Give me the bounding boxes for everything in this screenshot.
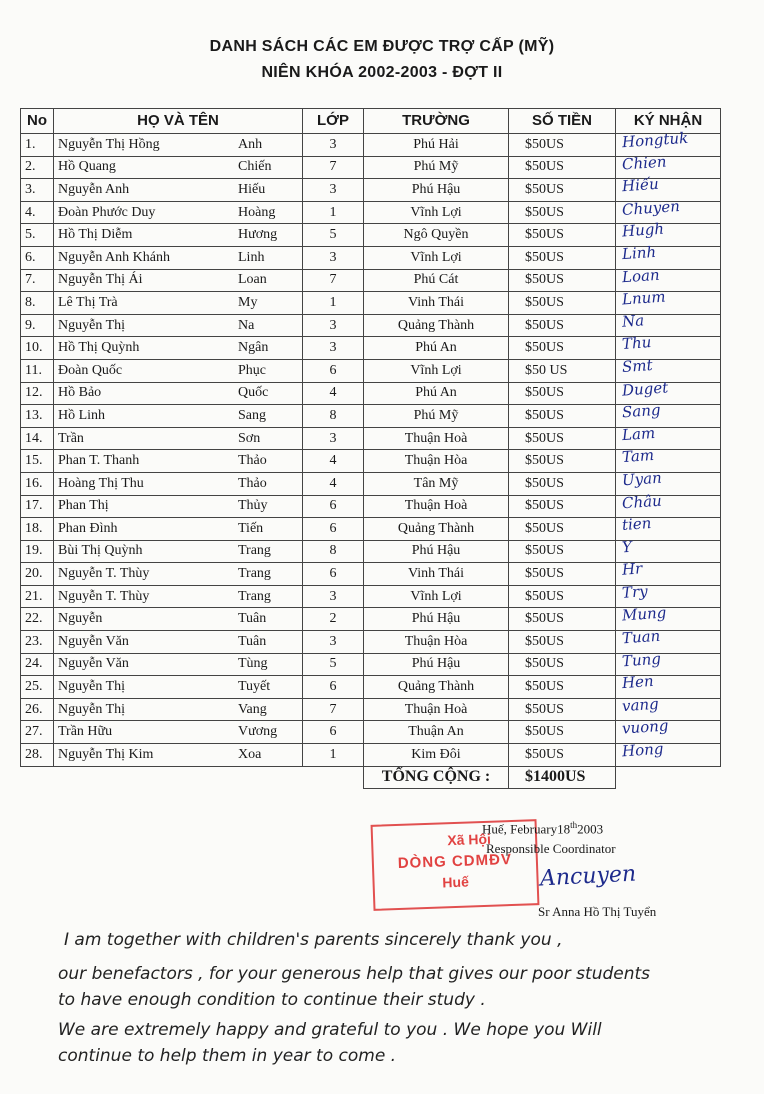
amount: $50US (509, 744, 616, 767)
amount: $50US (509, 337, 616, 360)
school: Ngô Quyền (364, 224, 509, 247)
table-row (21, 518, 721, 541)
school: Vinh Thái (364, 292, 509, 315)
grade: 3 (303, 246, 364, 269)
row-number: 9. (21, 314, 54, 337)
row-number: 18. (21, 518, 54, 541)
amount: $50US (509, 269, 616, 292)
header-no: No (21, 109, 54, 134)
school: Vinh Thái (364, 563, 509, 586)
school: Vĩnh Lợi (364, 359, 509, 382)
grade: 5 (303, 224, 364, 247)
student-name: Hoàng Thị Thu (54, 472, 235, 495)
student-name: Phan T. Thanh (54, 450, 235, 473)
school: Thuận Hòa (364, 450, 509, 473)
handwritten-signature: Try (621, 582, 649, 602)
student-name: Nguyễn Văn (54, 631, 235, 654)
handwritten-signature: Thu (621, 333, 652, 354)
school: Phú An (364, 337, 509, 360)
student-name: Hồ Bảo (54, 382, 235, 405)
row-number: 13. (21, 405, 54, 428)
student-given-name: Quốc (234, 382, 303, 405)
row-number: 10. (21, 337, 54, 360)
table-row (21, 156, 721, 179)
handwritten-signature: Chien (621, 152, 668, 174)
student-name: Nguyễn Thị (54, 314, 235, 337)
grade: 6 (303, 518, 364, 541)
student-given-name: Thảo (234, 450, 303, 473)
amount: $50US (509, 540, 616, 563)
table-row (21, 676, 721, 699)
thank-you-note-line: I am together with children's parents sincerely thank you , (64, 930, 563, 950)
amount: $50US (509, 450, 616, 473)
table-row (21, 246, 721, 269)
table-row (21, 269, 721, 292)
signer-role: Responsible Coordinator (486, 841, 616, 856)
amount: $50US (509, 698, 616, 721)
table-row (21, 744, 721, 767)
student-name: Hồ Thị Quỳnh (54, 337, 235, 360)
student-name: Hồ Quang (54, 156, 235, 179)
handwritten-signature: Lam (621, 423, 656, 444)
stamp-line-2: DÒNG CDMĐV (397, 851, 513, 872)
coordinator-signature: Ancuyen (539, 861, 637, 892)
table-row (21, 427, 721, 450)
amount: $50US (509, 292, 616, 315)
handwritten-signature: Hong (621, 739, 664, 761)
header-amount: SỐ TIỀN (509, 109, 616, 134)
grade: 6 (303, 676, 364, 699)
school: Thuận Hoà (364, 427, 509, 450)
amount: $50US (509, 585, 616, 608)
student-name: Hồ Thị Diễm (54, 224, 235, 247)
school: Phú Mỹ (364, 156, 509, 179)
amount: $50US (509, 134, 616, 157)
handwritten-signature: Smt (621, 355, 654, 376)
amount: $50US (509, 405, 616, 428)
handwritten-signature: Mung (621, 603, 667, 625)
total-amount: $1400US (509, 766, 616, 789)
student-given-name: Hương (234, 224, 303, 247)
student-name: Nguyễn Thị (54, 698, 235, 721)
row-number: 11. (21, 359, 54, 382)
handwritten-signature: Tuan (621, 626, 661, 648)
student-name: Nguyễn Anh (54, 179, 235, 202)
header-signature: KÝ NHẬN (616, 109, 721, 134)
table-row (21, 337, 721, 360)
row-number: 22. (21, 608, 54, 631)
student-given-name: Na (234, 314, 303, 337)
row-number: 15. (21, 450, 54, 473)
amount: $50US (509, 653, 616, 676)
stamp-line-3: Huế (442, 873, 470, 891)
school: Quảng Thành (364, 314, 509, 337)
row-number: 14. (21, 427, 54, 450)
grade: 4 (303, 472, 364, 495)
row-number: 23. (21, 631, 54, 654)
school: Vĩnh Lợi (364, 201, 509, 224)
school: Phú Hậu (364, 653, 509, 676)
student-given-name: Chiến (234, 156, 303, 179)
amount: $50US (509, 382, 616, 405)
student-given-name: Xoa (234, 744, 303, 767)
student-name: Đoàn Phước Duy (54, 201, 235, 224)
student-name: Đoàn Quốc (54, 359, 235, 382)
handwritten-signature: Châu (621, 491, 663, 512)
grade: 5 (303, 653, 364, 676)
student-given-name: Sơn (234, 427, 303, 450)
school: Tân Mỹ (364, 472, 509, 495)
amount: $50US (509, 721, 616, 744)
student-name: Phan Thị (54, 495, 235, 518)
handwritten-signature: Hr (621, 559, 643, 579)
student-name: Trần Hữu (54, 721, 235, 744)
handwritten-signature: Lnum (621, 287, 667, 309)
student-given-name: Vang (234, 698, 303, 721)
row-number: 4. (21, 201, 54, 224)
student-name: Nguyễn Anh Khánh (54, 246, 235, 269)
grade: 7 (303, 269, 364, 292)
table-row (21, 314, 721, 337)
amount: $50US (509, 495, 616, 518)
student-given-name: Loan (234, 269, 303, 292)
table-row (21, 653, 721, 676)
amount: $50US (509, 518, 616, 541)
handwritten-signature: Hen (621, 672, 655, 693)
table-row (21, 698, 721, 721)
school: Thuận An (364, 721, 509, 744)
student-name: Lê Thị Trà (54, 292, 235, 315)
grade: 3 (303, 134, 364, 157)
amount: $50US (509, 563, 616, 586)
table-row (21, 134, 721, 157)
table-header-row (21, 109, 721, 134)
row-number: 21. (21, 585, 54, 608)
grade: 2 (303, 608, 364, 631)
school: Phú Hậu (364, 608, 509, 631)
amount: $50 US (509, 359, 616, 382)
school: Thuận Hoà (364, 495, 509, 518)
row-number: 1. (21, 134, 54, 157)
handwritten-signature: vang (621, 694, 660, 716)
student-name: Nguyễn Thị Hồng (54, 134, 235, 157)
school: Phú Cát (364, 269, 509, 292)
grade: 3 (303, 337, 364, 360)
handwritten-signature: Hongtuk (621, 128, 689, 152)
header-name: HỌ VÀ TÊN (54, 109, 303, 134)
grade: 6 (303, 563, 364, 586)
signature-date: Huế, February18th2003 (482, 820, 604, 837)
row-number: 27. (21, 721, 54, 744)
total-label: TỔNG CỘNG : (364, 766, 509, 789)
student-given-name: Trang (234, 540, 303, 563)
table-row (21, 585, 721, 608)
table-row (21, 540, 721, 563)
student-given-name: Trang (234, 563, 303, 586)
grade: 7 (303, 156, 364, 179)
amount: $50US (509, 472, 616, 495)
student-given-name: Phục (234, 359, 303, 382)
student-given-name: Thảo (234, 472, 303, 495)
student-name: Hồ Linh (54, 405, 235, 428)
student-given-name: Vương (234, 721, 303, 744)
amount: $50US (509, 608, 616, 631)
student-given-name: Trang (234, 585, 303, 608)
table-row (21, 631, 721, 654)
student-name: Nguyễn T. Thùy (54, 563, 235, 586)
handwritten-signature: Uyan (621, 468, 663, 490)
school: Phú Hậu (364, 540, 509, 563)
student-name: Phan Đình (54, 518, 235, 541)
amount: $50US (509, 676, 616, 699)
handwritten-signature: Hiếu (621, 174, 660, 196)
row-number: 24. (21, 653, 54, 676)
row-number: 7. (21, 269, 54, 292)
grade: 3 (303, 631, 364, 654)
table-row (21, 608, 721, 631)
table-row (21, 359, 721, 382)
grade: 8 (303, 540, 364, 563)
handwritten-signature: Na (621, 311, 645, 331)
handwritten-signature: Tam (621, 446, 655, 467)
row-number: 19. (21, 540, 54, 563)
handwritten-signature: vuong (621, 716, 670, 739)
student-name: Nguyễn T. Thùy (54, 585, 235, 608)
student-given-name: Tiến (234, 518, 303, 541)
school: Quảng Thành (364, 676, 509, 699)
grade: 4 (303, 382, 364, 405)
row-number: 2. (21, 156, 54, 179)
row-number: 25. (21, 676, 54, 699)
table-row (21, 563, 721, 586)
table-row (21, 450, 721, 473)
student-given-name: Tuân (234, 608, 303, 631)
signer-name: Sr Anna Hồ Thị Tuyển (538, 904, 657, 919)
header-school: TRƯỜNG (364, 109, 509, 134)
amount: $50US (509, 427, 616, 450)
row-number: 28. (21, 744, 54, 767)
table-row (21, 179, 721, 202)
student-given-name: My (234, 292, 303, 315)
school: Vĩnh Lợi (364, 585, 509, 608)
signature-cell (616, 468, 721, 495)
table-row (21, 721, 721, 744)
signature-cell (616, 739, 721, 767)
school: Vĩnh Lợi (364, 246, 509, 269)
thank-you-note-line: We are extremely happy and grateful to you . We hope you Will (58, 1020, 602, 1040)
row-number: 17. (21, 495, 54, 518)
student-given-name: Linh (234, 246, 303, 269)
row-number: 12. (21, 382, 54, 405)
table-row (21, 224, 721, 247)
handwritten-signature: Chuyen (621, 196, 681, 219)
student-given-name: Sang (234, 405, 303, 428)
grade: 3 (303, 585, 364, 608)
handwritten-signature: Duget (621, 377, 669, 400)
school: Kim Đôi (364, 744, 509, 767)
grade: 8 (303, 405, 364, 428)
student-name: Trần (54, 427, 235, 450)
student-name: Nguyễn Văn (54, 653, 235, 676)
total-row (21, 766, 721, 789)
amount: $50US (509, 156, 616, 179)
student-given-name: Ngân (234, 337, 303, 360)
table-row (21, 201, 721, 224)
school: Thuận Hòa (364, 631, 509, 654)
grade: 3 (303, 314, 364, 337)
thank-you-note-line: to have enough condition to continue their study . (58, 990, 486, 1010)
grade: 6 (303, 359, 364, 382)
amount: $50US (509, 246, 616, 269)
handwritten-signature: Hugh (621, 219, 665, 241)
handwritten-signature: Sang (621, 400, 662, 422)
amount: $50US (509, 631, 616, 654)
handwritten-signature: Linh (621, 242, 657, 264)
stamp-line-1: Xã Hội (447, 830, 492, 849)
row-number: 6. (21, 246, 54, 269)
amount: $50US (509, 314, 616, 337)
table-row (21, 472, 721, 495)
school: Quảng Thành (364, 518, 509, 541)
grant-recipients-table (20, 108, 721, 789)
document-subtitle: NIÊN KHÓA 2002-2003 - ĐỢT II (261, 64, 503, 81)
grade: 6 (303, 495, 364, 518)
student-name: Nguyễn Thị Ái (54, 269, 235, 292)
student-name: Nguyễn (54, 608, 235, 631)
document-title: DANH SÁCH CÁC EM ĐƯỢC TRỢ CẤP (MỸ) (209, 38, 555, 55)
row-number: 26. (21, 698, 54, 721)
row-number: 8. (21, 292, 54, 315)
row-number: 20. (21, 563, 54, 586)
table-row (21, 292, 721, 315)
handwritten-signature: Loan (621, 265, 661, 286)
handwritten-signature: Y (621, 537, 633, 557)
student-given-name: Hiếu (234, 179, 303, 202)
grade: 3 (303, 179, 364, 202)
school: Thuận Hoà (364, 698, 509, 721)
school: Phú Hải (364, 134, 509, 157)
amount: $50US (509, 224, 616, 247)
grade: 4 (303, 450, 364, 473)
signature-cell (616, 128, 721, 157)
table-row (21, 405, 721, 428)
school: Phú An (364, 382, 509, 405)
school: Phú Hậu (364, 179, 509, 202)
table-row (21, 382, 721, 405)
thank-you-note-line: our benefactors , for your generous help that gives our poor students (58, 964, 651, 984)
handwritten-signature: tien (621, 514, 652, 535)
row-number: 16. (21, 472, 54, 495)
amount: $50US (509, 179, 616, 202)
grade: 7 (303, 698, 364, 721)
student-name: Bùi Thị Quỳnh (54, 540, 235, 563)
table-row (21, 495, 721, 518)
student-given-name: Thủy (234, 495, 303, 518)
student-given-name: Tuân (234, 631, 303, 654)
student-given-name: Anh (234, 134, 303, 157)
grade: 1 (303, 201, 364, 224)
header-grade: LỚP (303, 109, 364, 134)
amount: $50US (509, 201, 616, 224)
handwritten-signature: Tung (621, 649, 662, 670)
grade: 1 (303, 744, 364, 767)
row-number: 3. (21, 179, 54, 202)
student-given-name: Tuyết (234, 676, 303, 699)
student-name: Nguyễn Thị (54, 676, 235, 699)
student-given-name: Hoàng (234, 201, 303, 224)
thank-you-note-line: continue to help them in year to come . (58, 1046, 397, 1066)
grade: 6 (303, 721, 364, 744)
row-number: 5. (21, 224, 54, 247)
student-given-name: Tùng (234, 653, 303, 676)
school: Phú Mỹ (364, 405, 509, 428)
grade: 3 (303, 427, 364, 450)
grade: 1 (303, 292, 364, 315)
signature-cell (616, 355, 721, 382)
student-name: Nguyễn Thị Kim (54, 744, 235, 767)
